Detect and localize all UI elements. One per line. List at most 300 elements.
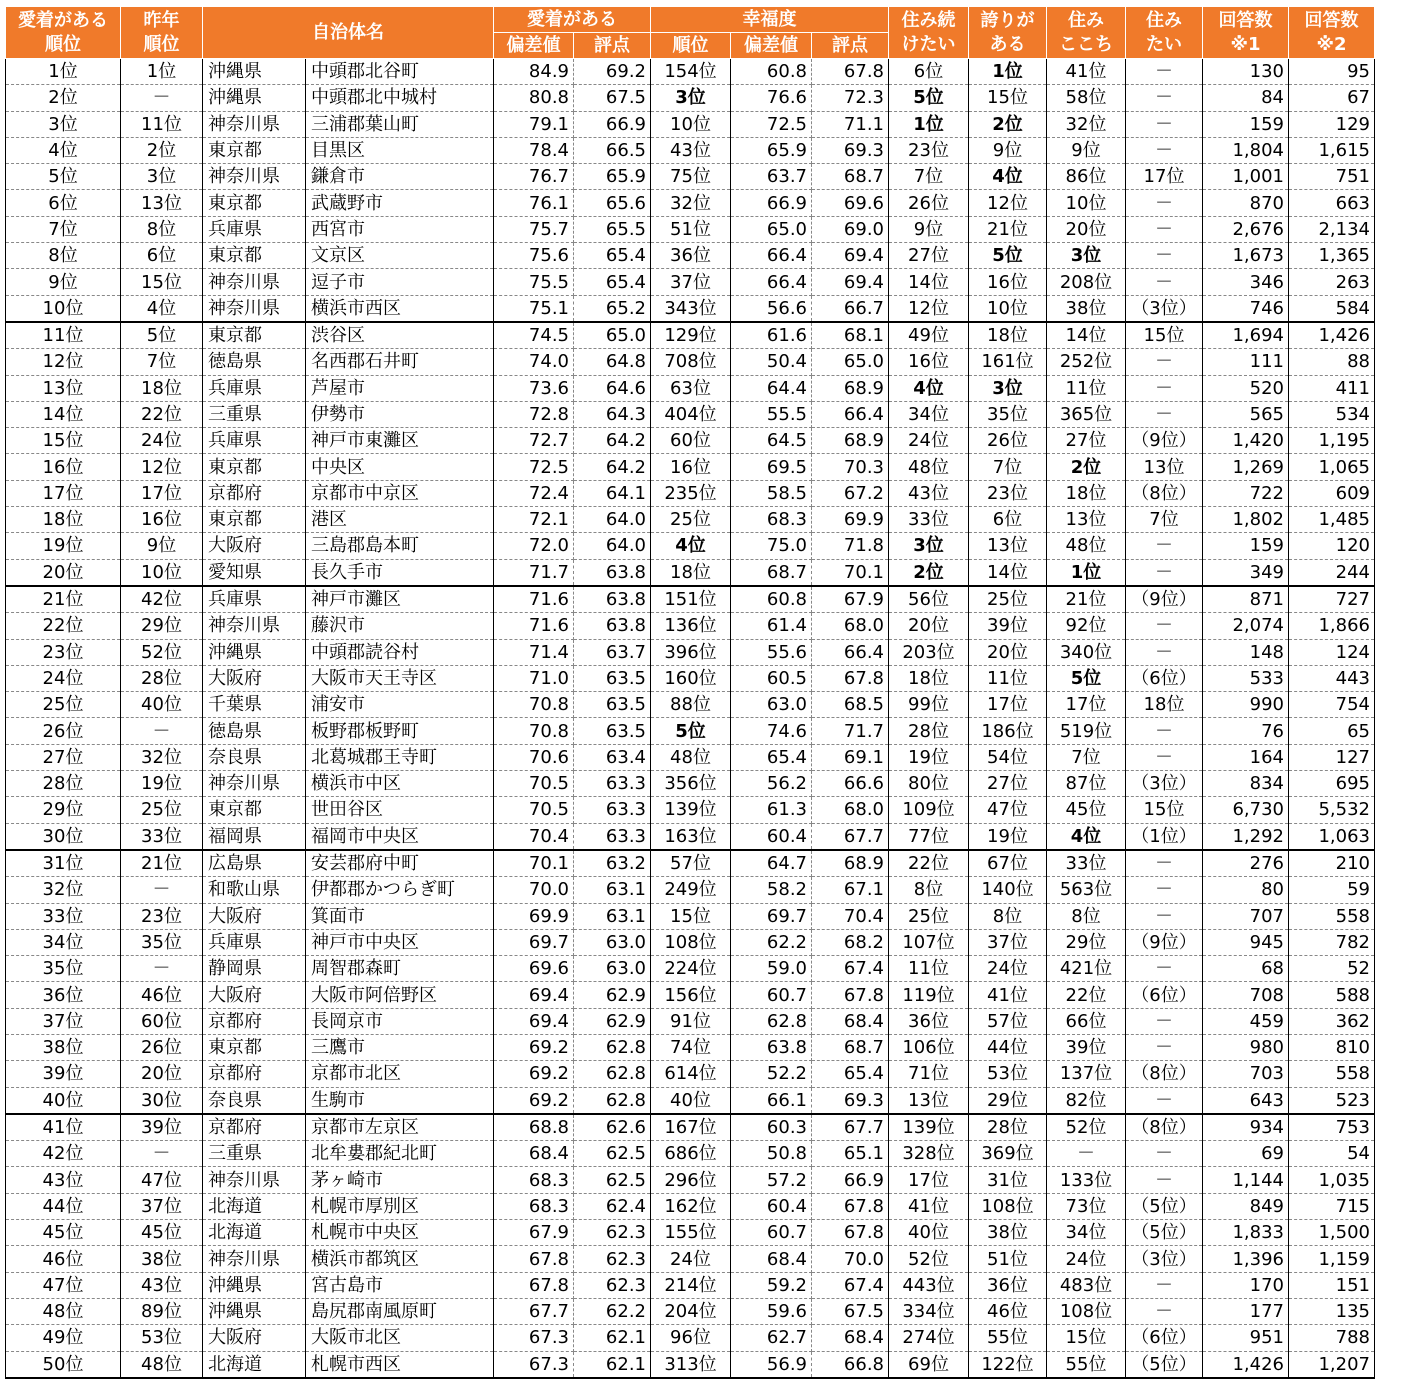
cell-municipality: 島尻郡南風原町	[306, 1298, 494, 1324]
cell-proud-rank: 13位	[969, 533, 1047, 559]
cell-happiness-rank: 25位	[651, 507, 731, 533]
cell-responses-1: 459	[1203, 1008, 1289, 1034]
cell-continue-rank: 3位	[889, 533, 969, 559]
cell-attachment-score: 66.9	[574, 111, 651, 137]
cell-continue-rank: 6位	[889, 59, 969, 85]
cell-continue-rank: 28位	[889, 718, 969, 744]
cell-happiness-rank: 356位	[651, 771, 731, 797]
cell-want-to-live-rank: －	[1126, 59, 1203, 85]
cell-responses-2: 1,195	[1289, 428, 1375, 454]
table-row	[6, 692, 1375, 718]
cell-municipality: 生駒市	[306, 1087, 494, 1114]
header-rank: 愛着がある 順位	[6, 7, 121, 59]
cell-responses-2: 5,532	[1289, 797, 1375, 823]
cell-prev-rank: 19位	[121, 771, 203, 797]
cell-municipality: 中央区	[306, 454, 494, 480]
cell-want-to-live-rank: －	[1126, 559, 1203, 586]
cell-prefecture: 東京都	[203, 243, 306, 269]
table-row	[6, 349, 1375, 375]
cell-rank: 33位	[6, 903, 121, 929]
cell-happiness-score: 68.0	[812, 797, 889, 823]
cell-happiness-score: 67.4	[812, 956, 889, 982]
cell-happiness-deviation: 52.2	[731, 1061, 812, 1087]
cell-municipality: 板野郡板野町	[306, 718, 494, 744]
cell-attachment-score: 66.5	[574, 137, 651, 163]
cell-happiness-score: 71.8	[812, 533, 889, 559]
cell-responses-1: 177	[1203, 1298, 1289, 1324]
cell-want-to-live-rank: －	[1126, 401, 1203, 427]
cell-attachment-score: 64.0	[574, 507, 651, 533]
cell-attachment-score: 62.3	[574, 1272, 651, 1298]
cell-attachment-score: 65.4	[574, 269, 651, 295]
cell-attachment-deviation: 69.7	[494, 929, 574, 955]
cell-prev-rank: －	[121, 85, 203, 111]
cell-attachment-score: 63.0	[574, 929, 651, 955]
cell-continue-rank: 8位	[889, 877, 969, 903]
cell-want-to-live-rank: （6位）	[1126, 665, 1203, 691]
cell-attachment-deviation: 71.7	[494, 559, 574, 586]
cell-happiness-score: 69.1	[812, 744, 889, 770]
cell-responses-2: 2,134	[1289, 216, 1375, 242]
cell-responses-2: 558	[1289, 903, 1375, 929]
header-happiness-score: 評点	[812, 33, 889, 59]
cell-continue-rank: 69位	[889, 1351, 969, 1378]
cell-happiness-score: 66.9	[812, 1167, 889, 1193]
table-row	[6, 559, 1375, 586]
cell-attachment-score: 65.6	[574, 190, 651, 216]
cell-attachment-score: 62.5	[574, 1141, 651, 1167]
cell-responses-1: 80	[1203, 877, 1289, 903]
cell-attachment-deviation: 70.1	[494, 850, 574, 877]
cell-prev-rank: 46位	[121, 982, 203, 1008]
cell-responses-2: 810	[1289, 1034, 1375, 1060]
cell-happiness-deviation: 63.0	[731, 692, 812, 718]
cell-want-to-live-rank: －	[1126, 718, 1203, 744]
cell-happiness-deviation: 75.0	[731, 533, 812, 559]
cell-happiness-score: 69.3	[812, 137, 889, 163]
cell-prefecture: 大阪府	[203, 1325, 306, 1351]
cell-prev-rank: 45位	[121, 1220, 203, 1246]
cell-attachment-deviation: 78.4	[494, 137, 574, 163]
cell-prev-rank: －	[121, 956, 203, 982]
cell-rank: 4位	[6, 137, 121, 163]
cell-happiness-score: 67.2	[812, 480, 889, 506]
cell-attachment-deviation: 70.6	[494, 744, 574, 770]
cell-responses-1: 849	[1203, 1193, 1289, 1219]
cell-rank: 48位	[6, 1298, 121, 1324]
cell-want-to-live-rank: －	[1126, 877, 1203, 903]
cell-happiness-score: 67.8	[812, 1220, 889, 1246]
cell-proud-rank: 38位	[969, 1220, 1047, 1246]
cell-prefecture: 大阪府	[203, 982, 306, 1008]
cell-comfort-rank: 4位	[1047, 823, 1126, 850]
cell-municipality: 中頭郡読谷村	[306, 639, 494, 665]
cell-proud-rank: 39位	[969, 613, 1047, 639]
cell-continue-rank: 80位	[889, 771, 969, 797]
cell-continue-rank: 26位	[889, 190, 969, 216]
cell-comfort-rank: 208位	[1047, 269, 1126, 295]
cell-proud-rank: 14位	[969, 559, 1047, 586]
cell-attachment-deviation: 69.2	[494, 1087, 574, 1114]
cell-happiness-rank: 63位	[651, 375, 731, 401]
cell-happiness-deviation: 60.4	[731, 1193, 812, 1219]
cell-continue-rank: 7位	[889, 164, 969, 190]
cell-proud-rank: 44位	[969, 1034, 1047, 1060]
cell-prev-rank: 47位	[121, 1167, 203, 1193]
cell-proud-rank: 46位	[969, 1298, 1047, 1324]
table-row	[6, 164, 1375, 190]
cell-municipality: 京都市中京区	[306, 480, 494, 506]
cell-want-to-live-rank: （6位）	[1126, 982, 1203, 1008]
cell-municipality: 芦屋市	[306, 375, 494, 401]
cell-want-to-live-rank: 17位	[1126, 164, 1203, 190]
cell-comfort-rank: 92位	[1047, 613, 1126, 639]
table-row	[6, 982, 1375, 1008]
cell-attachment-deviation: 72.8	[494, 401, 574, 427]
cell-rank: 31位	[6, 850, 121, 877]
cell-want-to-live-rank: （9位）	[1126, 929, 1203, 955]
cell-responses-1: 1,426	[1203, 1351, 1289, 1378]
cell-want-to-live-rank: （3位）	[1126, 295, 1203, 322]
cell-proud-rank: 53位	[969, 1061, 1047, 1087]
cell-happiness-score: 69.6	[812, 190, 889, 216]
cell-attachment-deviation: 72.1	[494, 507, 574, 533]
cell-happiness-deviation: 65.0	[731, 216, 812, 242]
cell-prefecture: 沖縄県	[203, 85, 306, 111]
cell-responses-2: 1,426	[1289, 322, 1375, 349]
cell-rank: 30位	[6, 823, 121, 850]
cell-comfort-rank: 41位	[1047, 59, 1126, 85]
cell-proud-rank: 161位	[969, 349, 1047, 375]
cell-continue-rank: 109位	[889, 797, 969, 823]
table-row	[6, 877, 1375, 903]
cell-prefecture: 京都府	[203, 1008, 306, 1034]
cell-happiness-rank: 129位	[651, 322, 731, 349]
cell-responses-2: 1,866	[1289, 613, 1375, 639]
table-row	[6, 295, 1375, 322]
cell-happiness-score: 67.8	[812, 665, 889, 691]
cell-responses-2: 1,065	[1289, 454, 1375, 480]
cell-responses-1: 871	[1203, 586, 1289, 613]
cell-municipality: 港区	[306, 507, 494, 533]
cell-prev-rank: －	[121, 877, 203, 903]
cell-happiness-rank: 686位	[651, 1141, 731, 1167]
cell-happiness-deviation: 62.2	[731, 929, 812, 955]
cell-happiness-rank: 48位	[651, 744, 731, 770]
table-row	[6, 1167, 1375, 1193]
cell-municipality: 箕面市	[306, 903, 494, 929]
cell-attachment-deviation: 73.6	[494, 375, 574, 401]
cell-happiness-deviation: 58.2	[731, 877, 812, 903]
cell-happiness-score: 67.1	[812, 877, 889, 903]
cell-municipality: 大阪市阿倍野区	[306, 982, 494, 1008]
cell-municipality: 鎌倉市	[306, 164, 494, 190]
cell-rank: 41位	[6, 1114, 121, 1141]
cell-attachment-deviation: 69.2	[494, 1061, 574, 1087]
cell-want-to-live-rank: －	[1126, 216, 1203, 242]
cell-happiness-rank: 296位	[651, 1167, 731, 1193]
cell-prefecture: 神奈川県	[203, 771, 306, 797]
cell-want-to-live-rank: －	[1126, 850, 1203, 877]
cell-prev-rank: 12位	[121, 454, 203, 480]
cell-happiness-score: 65.0	[812, 349, 889, 375]
cell-prefecture: 神奈川県	[203, 613, 306, 639]
cell-responses-2: 523	[1289, 1087, 1375, 1114]
cell-proud-rank: 7位	[969, 454, 1047, 480]
cell-municipality: 宮古島市	[306, 1272, 494, 1298]
cell-rank: 21位	[6, 586, 121, 613]
cell-happiness-score: 68.2	[812, 929, 889, 955]
cell-prefecture: 神奈川県	[203, 295, 306, 322]
table-row	[6, 85, 1375, 111]
cell-municipality: 逗子市	[306, 269, 494, 295]
cell-happiness-score: 68.9	[812, 428, 889, 454]
cell-happiness-deviation: 56.9	[731, 1351, 812, 1378]
cell-happiness-rank: 163位	[651, 823, 731, 850]
cell-happiness-deviation: 59.0	[731, 956, 812, 982]
cell-attachment-deviation: 80.8	[494, 85, 574, 111]
cell-responses-2: 558	[1289, 1061, 1375, 1087]
table-row	[6, 190, 1375, 216]
cell-happiness-score: 70.3	[812, 454, 889, 480]
cell-want-to-live-rank: －	[1126, 1167, 1203, 1193]
cell-happiness-score: 71.7	[812, 718, 889, 744]
cell-happiness-score: 67.8	[812, 1193, 889, 1219]
cell-responses-2: 754	[1289, 692, 1375, 718]
cell-want-to-live-rank: －	[1126, 903, 1203, 929]
cell-happiness-deviation: 60.3	[731, 1114, 812, 1141]
cell-comfort-rank: 17位	[1047, 692, 1126, 718]
cell-happiness-score: 67.4	[812, 1272, 889, 1298]
table-row	[6, 375, 1375, 401]
cell-comfort-rank: 483位	[1047, 1272, 1126, 1298]
cell-proud-rank: 15位	[969, 85, 1047, 111]
cell-continue-rank: 334位	[889, 1298, 969, 1324]
cell-prev-rank: 29位	[121, 613, 203, 639]
cell-prev-rank: －	[121, 718, 203, 744]
cell-rank: 13位	[6, 375, 121, 401]
table-row	[6, 1141, 1375, 1167]
cell-comfort-rank: 137位	[1047, 1061, 1126, 1087]
cell-rank: 24位	[6, 665, 121, 691]
cell-attachment-deviation: 68.3	[494, 1193, 574, 1219]
cell-attachment-score: 62.8	[574, 1034, 651, 1060]
cell-responses-1: 1,144	[1203, 1167, 1289, 1193]
cell-rank: 16位	[6, 454, 121, 480]
cell-want-to-live-rank: （8位）	[1126, 1061, 1203, 1087]
cell-prev-rank: 38位	[121, 1246, 203, 1272]
cell-proud-rank: 29位	[969, 1087, 1047, 1114]
cell-want-to-live-rank: －	[1126, 1272, 1203, 1298]
cell-comfort-rank: 87位	[1047, 771, 1126, 797]
cell-attachment-deviation: 74.5	[494, 322, 574, 349]
cell-attachment-score: 62.4	[574, 1193, 651, 1219]
header-happiness: 幸福度	[651, 7, 889, 33]
cell-comfort-rank: 8位	[1047, 903, 1126, 929]
cell-happiness-rank: 139位	[651, 797, 731, 823]
cell-proud-rank: 9位	[969, 137, 1047, 163]
cell-rank: 49位	[6, 1325, 121, 1351]
cell-responses-2: 751	[1289, 164, 1375, 190]
cell-happiness-deviation: 66.4	[731, 269, 812, 295]
cell-rank: 29位	[6, 797, 121, 823]
cell-prefecture: 広島県	[203, 850, 306, 877]
cell-continue-rank: 5位	[889, 85, 969, 111]
cell-continue-rank: 119位	[889, 982, 969, 1008]
cell-happiness-rank: 4位	[651, 533, 731, 559]
cell-attachment-score: 63.3	[574, 823, 651, 850]
cell-happiness-deviation: 59.2	[731, 1272, 812, 1298]
cell-want-to-live-rank: －	[1126, 1298, 1203, 1324]
cell-comfort-rank: －	[1047, 1141, 1126, 1167]
cell-comfort-rank: 13位	[1047, 507, 1126, 533]
cell-prefecture: 三重県	[203, 1141, 306, 1167]
cell-attachment-score: 63.8	[574, 559, 651, 586]
cell-prefecture: 東京都	[203, 190, 306, 216]
cell-attachment-score: 63.5	[574, 718, 651, 744]
cell-happiness-rank: 249位	[651, 877, 731, 903]
table-row	[6, 929, 1375, 955]
cell-municipality: 三島郡島本町	[306, 533, 494, 559]
header-happiness-deviation: 偏差値	[731, 33, 812, 59]
cell-happiness-rank: 235位	[651, 480, 731, 506]
cell-attachment-score: 63.0	[574, 956, 651, 982]
cell-responses-1: 746	[1203, 295, 1289, 322]
cell-want-to-live-rank: －	[1126, 375, 1203, 401]
cell-continue-rank: 17位	[889, 1167, 969, 1193]
cell-proud-rank: 11位	[969, 665, 1047, 691]
cell-attachment-score: 62.5	[574, 1167, 651, 1193]
cell-happiness-score: 68.4	[812, 1008, 889, 1034]
cell-municipality: 神戸市中央区	[306, 929, 494, 955]
cell-continue-rank: 24位	[889, 428, 969, 454]
cell-responses-1: 1,420	[1203, 428, 1289, 454]
cell-happiness-rank: 151位	[651, 586, 731, 613]
cell-happiness-score: 72.3	[812, 85, 889, 111]
cell-rank: 34位	[6, 929, 121, 955]
cell-prefecture: 神奈川県	[203, 1167, 306, 1193]
cell-continue-rank: 4位	[889, 375, 969, 401]
cell-happiness-deviation: 61.4	[731, 613, 812, 639]
cell-happiness-score: 68.9	[812, 375, 889, 401]
cell-prefecture: 兵庫県	[203, 586, 306, 613]
cell-happiness-score: 68.7	[812, 164, 889, 190]
cell-proud-rank: 12位	[969, 190, 1047, 216]
cell-prev-rank: 20位	[121, 1061, 203, 1087]
cell-responses-1: 276	[1203, 850, 1289, 877]
cell-happiness-rank: 204位	[651, 1298, 731, 1324]
cell-responses-2: 54	[1289, 1141, 1375, 1167]
cell-proud-rank: 31位	[969, 1167, 1047, 1193]
cell-comfort-rank: 58位	[1047, 85, 1126, 111]
cell-responses-2: 1,063	[1289, 823, 1375, 850]
cell-responses-2: 210	[1289, 850, 1375, 877]
cell-happiness-rank: 74位	[651, 1034, 731, 1060]
table-row	[6, 1325, 1375, 1351]
cell-attachment-score: 64.1	[574, 480, 651, 506]
cell-prefecture: 東京都	[203, 454, 306, 480]
cell-rank: 8位	[6, 243, 121, 269]
cell-responses-2: 362	[1289, 1008, 1375, 1034]
cell-municipality: 茅ヶ崎市	[306, 1167, 494, 1193]
cell-prev-rank: 9位	[121, 533, 203, 559]
cell-attachment-deviation: 67.7	[494, 1298, 574, 1324]
cell-happiness-deviation: 60.8	[731, 586, 812, 613]
cell-happiness-rank: 40位	[651, 1087, 731, 1114]
cell-attachment-deviation: 71.0	[494, 665, 574, 691]
cell-happiness-score: 66.7	[812, 295, 889, 322]
cell-happiness-score: 65.1	[812, 1141, 889, 1167]
cell-attachment-score: 65.4	[574, 243, 651, 269]
cell-continue-rank: 20位	[889, 613, 969, 639]
cell-responses-2: 124	[1289, 639, 1375, 665]
cell-want-to-live-rank: （1位）	[1126, 823, 1203, 850]
cell-happiness-rank: 160位	[651, 665, 731, 691]
header-attachment-score: 評点	[574, 33, 651, 59]
cell-continue-rank: 443位	[889, 1272, 969, 1298]
cell-municipality: 周智郡森町	[306, 956, 494, 982]
cell-attachment-deviation: 69.2	[494, 1034, 574, 1060]
cell-municipality: 北牟婁郡紀北町	[306, 1141, 494, 1167]
cell-responses-1: 1,269	[1203, 454, 1289, 480]
cell-responses-2: 1,159	[1289, 1246, 1375, 1272]
cell-responses-2: 609	[1289, 480, 1375, 506]
cell-want-to-live-rank: －	[1126, 111, 1203, 137]
cell-want-to-live-rank: －	[1126, 85, 1203, 111]
cell-prev-rank: 6位	[121, 243, 203, 269]
cell-happiness-deviation: 61.6	[731, 322, 812, 349]
cell-continue-rank: 2位	[889, 559, 969, 586]
cell-proud-rank: 16位	[969, 269, 1047, 295]
cell-responses-2: 59	[1289, 877, 1375, 903]
cell-comfort-rank: 340位	[1047, 639, 1126, 665]
cell-attachment-score: 63.7	[574, 639, 651, 665]
cell-prefecture: 北海道	[203, 1351, 306, 1378]
cell-rank: 10位	[6, 295, 121, 322]
cell-want-to-live-rank: （5位）	[1126, 1220, 1203, 1246]
table-row	[6, 322, 1375, 349]
cell-prefecture: 兵庫県	[203, 929, 306, 955]
cell-prefecture: 沖縄県	[203, 1272, 306, 1298]
cell-attachment-score: 63.5	[574, 665, 651, 691]
cell-prev-rank: 22位	[121, 401, 203, 427]
cell-prev-rank: 28位	[121, 665, 203, 691]
cell-municipality: 大阪市北区	[306, 1325, 494, 1351]
cell-attachment-deviation: 72.7	[494, 428, 574, 454]
cell-attachment-score: 62.2	[574, 1298, 651, 1324]
cell-municipality: 中頭郡北中城村	[306, 85, 494, 111]
cell-rank: 14位	[6, 401, 121, 427]
cell-responses-1: 703	[1203, 1061, 1289, 1087]
cell-attachment-score: 63.8	[574, 613, 651, 639]
cell-comfort-rank: 34位	[1047, 1220, 1126, 1246]
cell-proud-rank: 1位	[969, 59, 1047, 85]
cell-attachment-score: 65.9	[574, 164, 651, 190]
cell-attachment-score: 62.8	[574, 1087, 651, 1114]
cell-continue-rank: 49位	[889, 322, 969, 349]
cell-rank: 32位	[6, 877, 121, 903]
cell-proud-rank: 19位	[969, 823, 1047, 850]
cell-happiness-rank: 214位	[651, 1272, 731, 1298]
cell-prev-rank: 48位	[121, 1351, 203, 1378]
cell-proud-rank: 27位	[969, 771, 1047, 797]
cell-attachment-score: 62.6	[574, 1114, 651, 1141]
cell-responses-2: 1,207	[1289, 1351, 1375, 1378]
cell-happiness-rank: 108位	[651, 929, 731, 955]
cell-municipality: 伊都郡かつらぎ町	[306, 877, 494, 903]
cell-happiness-deviation: 64.7	[731, 850, 812, 877]
cell-happiness-score: 65.4	[812, 1061, 889, 1087]
